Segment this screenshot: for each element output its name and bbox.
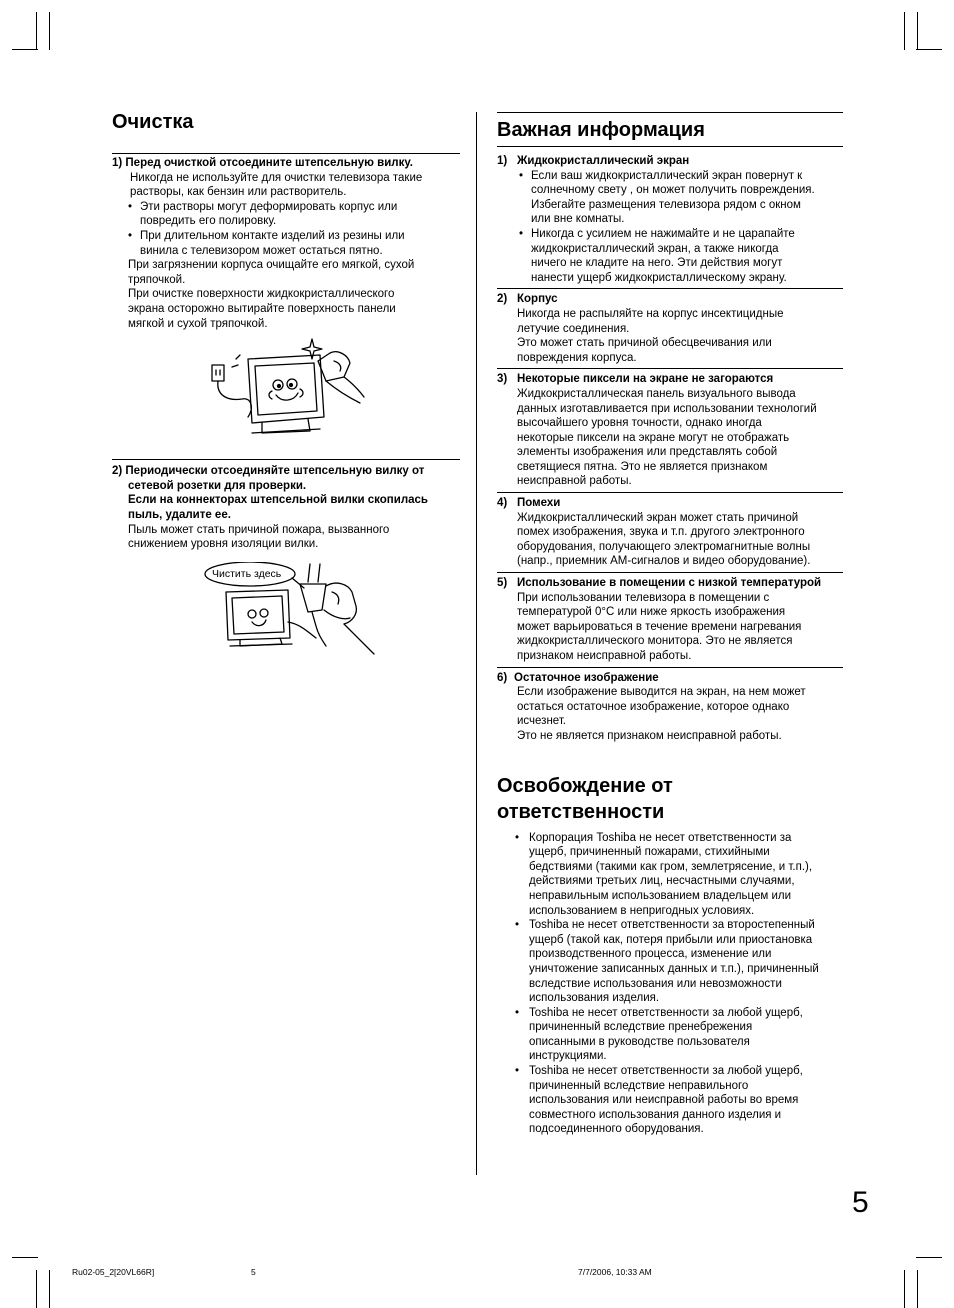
text-line: неправильным использованием владельцем или (529, 889, 792, 902)
item-heading: Жидкокристаллический экран (517, 155, 690, 167)
text-line: Это не является признаком неисправной работы. (517, 729, 782, 742)
cleaning-title: Очистка (112, 111, 194, 133)
text-line: ничего не кладите на него. Эти действия могут (531, 257, 783, 270)
cleaning-item1-text (112, 171, 460, 200)
text-line: высочайшего уровня точности, однако иногда (517, 417, 762, 430)
column-divider (476, 112, 477, 1175)
plug-cleaning-illustration (112, 562, 460, 660)
text-line: Жидкокристаллический экран может стать причиной (517, 511, 799, 524)
text-line: повредить его полировку. (140, 215, 277, 228)
text-line: действиями третьих лиц, несчастными случаями, (529, 875, 795, 888)
text-line: Никогда не распыляйте на корпус инсектицидные (517, 307, 784, 320)
text-line: сетевой розетки для проверки. (128, 479, 307, 492)
clean-here-callout: Чистить здесь (212, 567, 282, 580)
item-number: 4) (497, 497, 508, 510)
bullet-item (497, 831, 843, 919)
text-line: • Toshiba не несет ответственности за любой ущерб, (529, 1006, 803, 1019)
item-number: 5) (497, 577, 508, 590)
important-item-2 (497, 288, 843, 368)
bullet-item (497, 1064, 843, 1137)
text-line: жидкокристаллический экран, а также никогда (531, 242, 779, 255)
cleaning-item1-head: 1) Перед очисткой отсоедините штепсельную вилку. (112, 153, 460, 171)
tv-cleaning-illustration (112, 337, 460, 447)
cleaning-item2-text (112, 523, 460, 552)
text-line: использования или неисправной работы во время (529, 1094, 799, 1107)
crop-mark (49, 1270, 50, 1308)
text-line: нанести ущерб жидкокристаллическому экрану. (531, 271, 787, 284)
item-body (497, 591, 843, 664)
text-line: Если изображение выводится на экран, на нем может (517, 686, 806, 699)
text-line: • При длительном контакте изделий из резины или (140, 229, 405, 242)
item-body (497, 307, 843, 365)
crop-mark (904, 12, 905, 50)
text-line: исчезнет. (517, 715, 567, 728)
text-line: ущерб, причиненный пожарами, стихийными (529, 846, 770, 859)
text-line: При загрязнении корпуса очищайте его мягкой, сухой (128, 259, 415, 272)
important-item-5 (497, 572, 843, 667)
text-line: (напр., приемник AM-сигналов и видео оборудование). (517, 555, 811, 568)
text-line: причиненный вследствие пренебрежения (529, 1021, 753, 1034)
disclaimer-list (497, 831, 843, 1137)
crop-mark (916, 1257, 942, 1258)
text-line: светящиеся пятна. Это не является признаком (517, 460, 768, 473)
important-item-4 (497, 492, 843, 572)
text-line: инструкциями. (529, 1050, 607, 1063)
text-line: жидкокристаллического монитора. Это не является (517, 635, 793, 648)
text-line: • Корпорация Toshiba не несет ответственности за (529, 831, 792, 844)
bullet-item (112, 229, 460, 258)
footer-file: Ru02-05_2[20VL66R] (72, 1267, 155, 1277)
item-body (497, 511, 843, 569)
text-line: летучие соединения. (517, 322, 630, 335)
text-line: признаком неисправной работы. (517, 650, 692, 662)
page-number: 5 (852, 1186, 869, 1219)
cleaning-section (112, 108, 460, 660)
text-line: температурой 0°C или ниже яркость изображения (517, 606, 786, 619)
crop-mark (12, 49, 38, 50)
text-line: растворы, как бензин или растворитель. (130, 186, 347, 199)
item-body (497, 387, 843, 489)
footer-datetime: 7/7/2006, 10:33 AM (578, 1267, 652, 1277)
text-line: Если на коннекторах штепсельной вилки скопилась (128, 494, 428, 507)
text-line: При использовании телевизора в помещении с (517, 591, 770, 604)
text-line: может варьироваться в течение времени нагревания (517, 620, 802, 633)
text-line: 2) Периодически отсоединяйте штепсельную вилку от (112, 465, 425, 478)
important-item-6 (497, 667, 843, 747)
text-line: бедствиями (такими как гром, землетрясение, и т.п.), (529, 860, 813, 873)
text-line: описанными в руководстве пользователя (529, 1035, 750, 1048)
text-line: снижением уровня изоляции вилки. (128, 538, 319, 551)
text-line: оборудования, получающего электромагнитные волны (517, 540, 811, 553)
important-section (497, 112, 843, 1137)
text-line: Никогда не используйте для очистки телевизора такие (130, 171, 423, 184)
important-item-3 (497, 368, 843, 492)
text-line: вследствие использования или невозможности (529, 977, 782, 990)
text-line: мягкой и сухой тряпочкой. (128, 317, 268, 330)
text-line: некоторые пиксели на экране могут не отображать (517, 431, 790, 444)
paragraph (112, 258, 460, 331)
bullet-item (497, 918, 843, 1006)
text-line: совместного использования данного изделия и (529, 1108, 782, 1121)
cleaning-item2-head (112, 459, 460, 522)
bullet-item (112, 200, 460, 229)
text-line: использованием в непригодных условиях. (529, 904, 755, 917)
bullet-item (497, 227, 843, 285)
text-line: • Никогда с усилием не нажимайте и не царапайте (531, 227, 795, 240)
text-line: остаться остаточное изображение, которое однако (517, 700, 790, 713)
text-line: • Если ваш жидкокристаллический экран повернут к (531, 169, 803, 182)
item-body (497, 685, 843, 743)
text-line: элементы изображения или представлять собой (517, 446, 778, 459)
text-line: подсоединенного оборудования. (529, 1123, 704, 1136)
text-line: солнечному свету , он может получить повреждения. (531, 184, 815, 197)
item-heading: Помехи (517, 497, 561, 510)
bullet-item (497, 1006, 843, 1064)
crop-mark (916, 49, 942, 50)
text-line: Жидкокристаллическая панель визуального вывода (517, 387, 796, 400)
text-line: винила с телевизором может остаться пятно. (140, 244, 383, 257)
text-line: неисправной работы. (517, 475, 632, 488)
text-line: • Эти растворы могут деформировать корпус или (140, 200, 398, 213)
item-heading: Использование в помещении с низкой температурой (517, 577, 822, 590)
item-number: 3) (497, 373, 508, 386)
text-line: пыль, удалите ее. (128, 508, 231, 521)
item-heading: Остаточное изображение (514, 671, 659, 684)
text-line: или вне комнаты. (531, 213, 625, 226)
text-line: причиненный вследствие неправильного (529, 1079, 749, 1092)
text-line: экрана осторожно вытирайте поверхность панели (128, 302, 396, 315)
text-line: помех изображения, звука и т.п. другого электронного (517, 526, 805, 539)
text-line: тряпочкой. (128, 273, 186, 286)
text-line: • Toshiba не несет ответственности за второстепенный (529, 919, 815, 932)
text-line: уничтожение записанных данных и т.п.), причиненный (529, 962, 819, 975)
text-line: повреждения корпуса. (517, 351, 637, 364)
item-heading: Некоторые пиксели на экране не загораются (517, 373, 774, 386)
crop-mark (36, 12, 37, 50)
item-heading: Корпус (517, 293, 558, 306)
item-number: 6) (497, 671, 508, 684)
crop-mark (49, 12, 50, 50)
text-line: ущерб (такой как, потеря прибыли или приостановка (529, 933, 813, 946)
crop-mark (904, 1270, 905, 1308)
text-line: данных изготавливается при использовании технологий (517, 402, 817, 415)
important-title: Важная информация (497, 112, 843, 147)
disclaimer-title: Освобождение от ответственности (497, 774, 673, 823)
text-line: При очистке поверхности жидкокристаллического (128, 288, 395, 301)
item-number: 2) (497, 293, 508, 306)
item-number: 1) (497, 155, 508, 167)
important-item-1 (497, 151, 843, 288)
text-line: использования изделия. (529, 992, 660, 1005)
footer-page: 5 (251, 1267, 256, 1277)
text-line: производственного процесса, изменение или (529, 948, 772, 961)
plug-cleaning-drawing (112, 562, 460, 660)
bullet-item (497, 169, 843, 227)
crop-mark (917, 1270, 918, 1308)
text-line: • Toshiba не несет ответственности за любой ущерб, (529, 1065, 803, 1078)
crop-mark (36, 1270, 37, 1308)
crop-mark (12, 1257, 38, 1258)
text-line: Пыль может стать причиной пожара, вызванного (128, 523, 390, 536)
crop-mark (917, 12, 918, 50)
text-line: Избегайте размещения телевизора рядом с окном (531, 198, 801, 211)
text-line: Это может стать причиной обесцвечивания или (517, 337, 772, 350)
